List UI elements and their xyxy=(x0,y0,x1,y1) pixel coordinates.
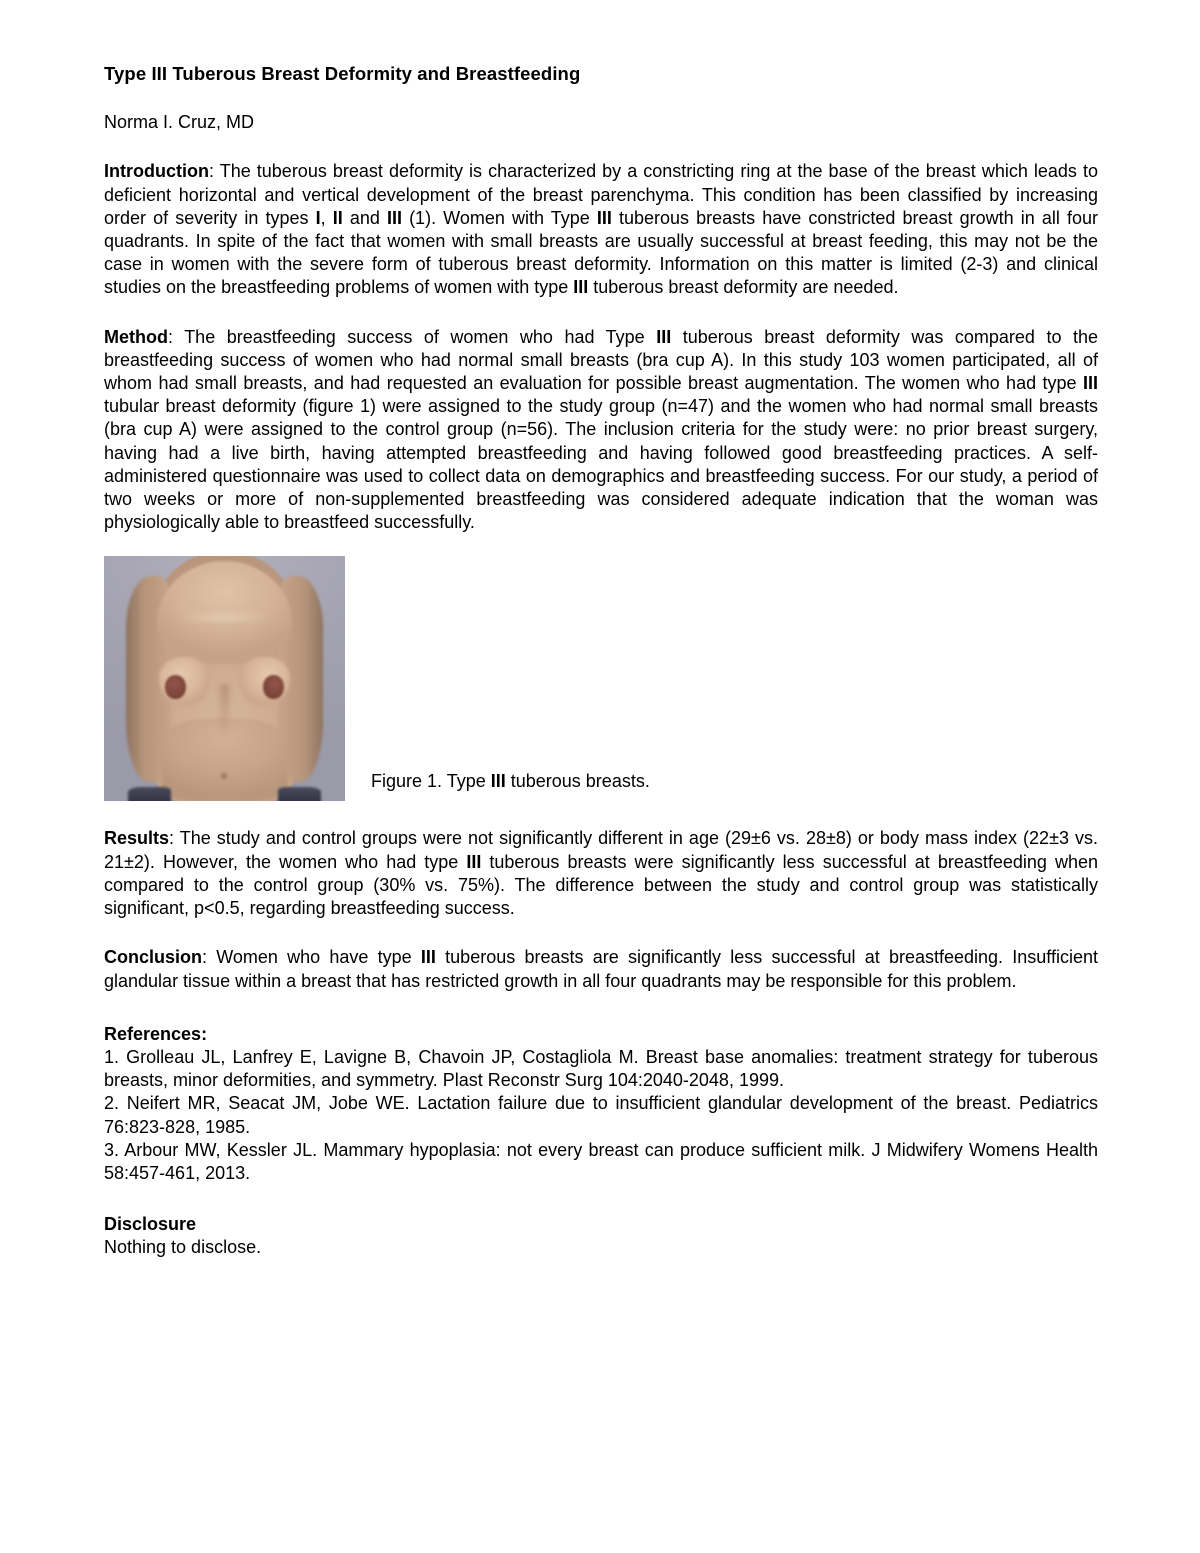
figure-caption-prefix: Figure 1. Type xyxy=(371,771,491,792)
conclusion-heading: Conclusion xyxy=(104,947,202,968)
photo-areola-right xyxy=(263,675,283,698)
method-heading: Method xyxy=(104,326,168,347)
page-title: Type III Tuberous Breast Deformity and Breastfeeding xyxy=(104,63,581,84)
photo-areola-left xyxy=(165,675,185,698)
photo-navel xyxy=(220,772,228,780)
figure-caption-suffix: tuberous breasts. xyxy=(505,771,650,792)
reference-item: 2. Neifert MR, Seacat JM, Jobe WE. Lactation failure due to insufficient glandular development of the breast. Pediatrics 76:823-828, 1985. xyxy=(104,1093,1098,1137)
figure-1 xyxy=(104,556,1098,801)
results-body: The study and control groups were not significantly different in age (29±6 vs. 28±8) or body mass index (22±3 vs. 21±2). However, the women who had type III tuberous breasts were significantly less successful at breastfeeding when compared to the control group (30% vs. 75%). The difference between the study and control group was statistically significant, p<0.5, regarding breastfeeding success. xyxy=(104,828,1098,919)
photo-garment-right xyxy=(278,787,321,802)
results-heading: Results xyxy=(104,828,170,849)
figure-photograph xyxy=(104,556,345,801)
photo-garment-left xyxy=(128,787,171,802)
reference-item: 3. Arbour MW, Kessler JL. Mammary hypoplasia: not every breast can produce sufficient milk. J Midwifery Womens Health 58:457-461, 2013. xyxy=(104,1139,1098,1183)
photo-clavicle-highlight xyxy=(176,610,272,625)
references-heading-separator: : xyxy=(201,1023,208,1044)
section-method xyxy=(104,326,1098,535)
method-separator: : xyxy=(167,326,185,347)
figure-caption xyxy=(371,770,650,793)
reference-item: 1. Grolleau JL, Lanfrey E, Lavigne B, Chavoin JP, Costagliola M. Breast base anomalies: treatment strategy for tuberous breasts, minor deformities, and symmetry. Plast Reconstr Surg 104:2040-2048, 1999. xyxy=(104,1046,1098,1091)
references-heading xyxy=(104,1023,1098,1046)
introduction-separator: : xyxy=(208,161,220,182)
document-content xyxy=(104,62,1098,1260)
author-line: Norma I. Cruz, MD xyxy=(104,112,255,133)
references-heading-label: References xyxy=(104,1023,202,1044)
photo-midline-shadow xyxy=(217,684,231,738)
conclusion-separator: : xyxy=(202,947,217,968)
method-body: The breastfeeding success of women who had Type III tuberous breast deformity was compared to the breastfeeding success of women who had normal small breasts (bra cup A). In this study 103 women participated, all of whom had small breasts, and had requested an evaluation for possible breast augmentation. The women who had type III tubular breast deformity (figure 1) were assigned to the study group (n=47) and the women who had normal small breasts (bra cup A) were assigned to the control group (n=56). The inclusion criteria for the study were: no prior breast surgery, having had a live birth, having attempted breastfeeding and having followed good breastfeeding practices. A self-administered questionnaire was used to collect data on demographics and breastfeeding success. For our study, a period of two weeks or more of non-supplemented breastfeeding was considered adequate indication that the woman was physiologically able to breastfeed successfully. xyxy=(104,326,1098,533)
disclosure-heading: Disclosure xyxy=(104,1214,197,1235)
section-conclusion xyxy=(104,946,1098,992)
section-introduction xyxy=(104,160,1098,299)
figure-caption-type: III xyxy=(490,771,506,792)
introduction-body: The tuberous breast deformity is characterized by a constricting ring at the base of the breast which leads to deficient horizontal and vertical development of the breast parenchyma. This condition has been classified by increasing order of severity in types I, II and III (1). Women with Type III tuberous breasts have constricted breast growth in all four quadrants. In spite of the fact that women with small breasts are usually successful at breast feeding, this may not be the case in women with the severe form of tuberous breast deformity. Information on this matter is limited (2-3) and clinical studies on the breastfeeding problems of women with type III tuberous breast deformity are needed. xyxy=(104,161,1098,298)
section-results xyxy=(104,827,1098,920)
results-separator: : xyxy=(169,828,180,849)
conclusion-body: Women who have type III tuberous breasts are significantly less successful at breastfeeding. Insufficient glandular tissue within a breast that has restricted growth in all four quadrants may be responsible for this problem. xyxy=(104,947,1098,991)
introduction-heading: Introduction xyxy=(104,161,209,182)
disclosure-text: Nothing to disclose. xyxy=(104,1237,262,1258)
